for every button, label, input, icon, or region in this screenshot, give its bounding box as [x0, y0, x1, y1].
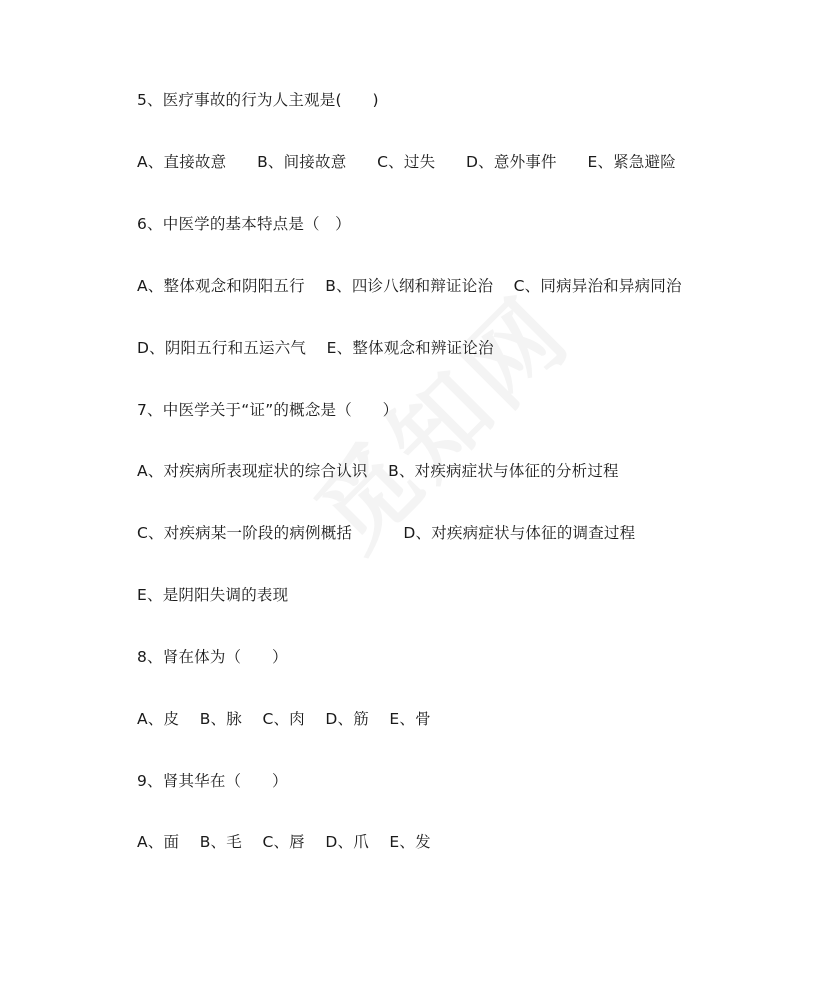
question-9: 9、肾其华在（ ） — [137, 772, 288, 790]
question-6-options-2: D、阴阳五行和五运六气 E、整体观念和辨证论治 — [137, 339, 494, 357]
question-6-options-1: A、整体观念和阴阳五行 B、四诊八纲和辩证论治 C、同病异治和异病同治 — [137, 277, 682, 295]
question-6: 6、中医学的基本特点是（ ） — [137, 215, 351, 233]
question-9-options: A、面 B、毛 C、唇 D、爪 E、发 — [137, 833, 431, 851]
question-8: 8、肾在体为（ ） — [137, 648, 288, 666]
question-7-options-3: E、是阴阳失调的表现 — [137, 586, 289, 604]
question-5-options: A、直接故意 B、间接故意 C、过失 D、意外事件 E、紧急避险 — [137, 153, 676, 171]
question-7-options-2: C、对疾病某一阶段的病例概括 D、对疾病症状与体征的调查过程 — [137, 524, 636, 542]
question-7: 7、中医学关于“证”的概念是（ ） — [137, 401, 399, 419]
question-7-options-1: A、对疾病所表现症状的综合认识 B、对疾病症状与体征的分析过程 — [137, 462, 619, 480]
question-5: 5、医疗事故的行为人主观是( ) — [137, 91, 379, 109]
question-8-options: A、皮 B、脉 C、肉 D、筋 E、骨 — [137, 710, 431, 728]
